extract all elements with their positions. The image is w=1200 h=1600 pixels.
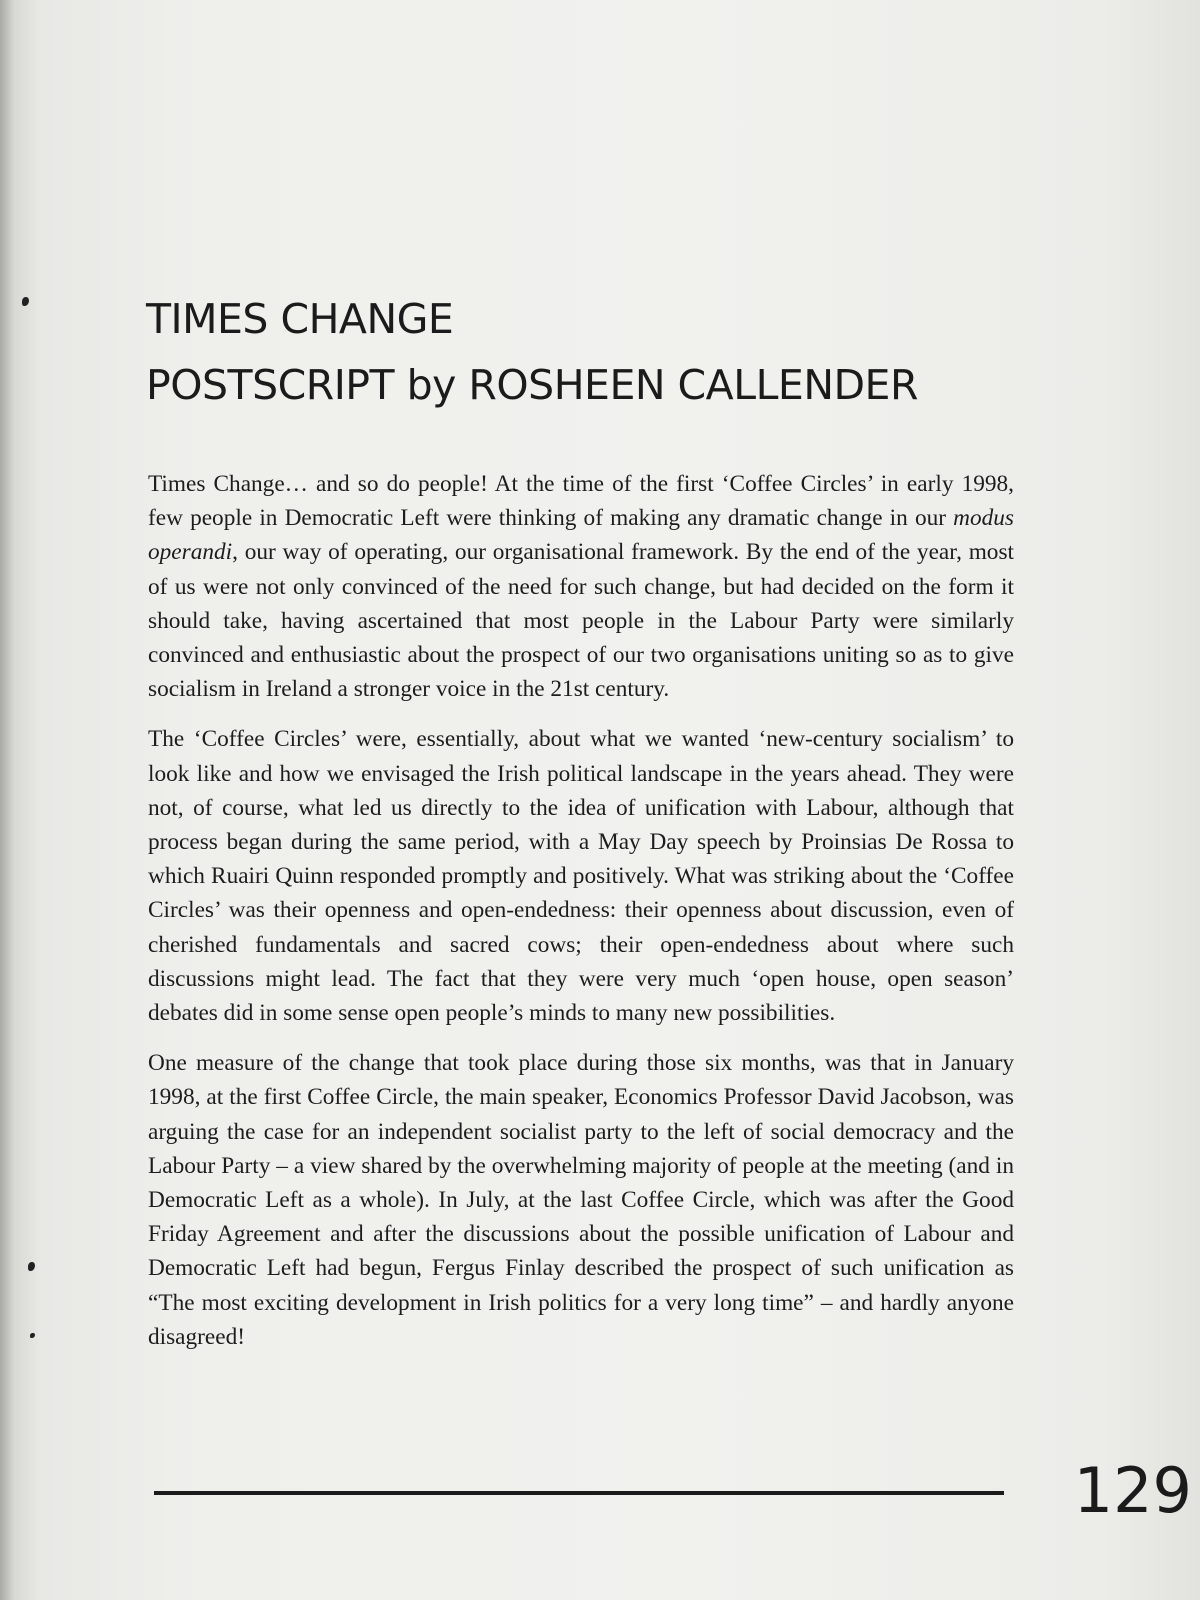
paragraph-3: One measure of the change that took place during those six months, was that in January 1998, at the first Coffee Circle, the main speaker, Economics Professor David Jacobson, was arguing the case for an independent socialist party to the left of social democracy and the Labour Party – a view shared by the overwhelming majority of people at the meeting (and in Democratic Left as a whole). In July, at the last Coffee Circle, which was after the Good Friday Agreement and after the discussions about the possible unification of Labour and Democratic Left had begun, Fergus Finlay described the prospect of such unification as “The most exciting development in Irish politics for a very long time” – and hardly anyone disagreed! [148, 1050, 1014, 1350]
title-line-1: TIMES CHANGE [146, 295, 454, 343]
paragraph-1 [148, 467, 1014, 706]
punch-mark [30, 1333, 35, 1338]
title-line-2: POSTSCRIPT by ROSHEEN CALLENDER [146, 361, 918, 409]
paragraph-1-before: Times Change… and so do people! At the time of the first ‘Coffee Circles’ in early 1998, few people in Democratic Left were thinking of making any dramatic change in our [148, 471, 1014, 532]
punch-mark [28, 1262, 35, 1271]
page-number: 129 [1073, 1454, 1192, 1527]
paragraph-2: The ‘Coffee Circles’ were, essentially, about what we wanted ‘new-century socialism’ to look like and how we envisaged the Irish political landscape in the years ahead. They were not, of course, what led us directly to the idea of unification with Labour, although that process began during the same period, with a May Day speech by Proinsias De Rossa to which Ruairi Quinn responded promptly and positively. What was striking about the ‘Coffee Circles’ was their openness and open-endedness: their openness about discussion, even of cherished fundamentals and sacred cows; their open-endedness about where such discussions might lead. The fact that they were very much ‘open house, open season’ debates did in some sense open people’s minds to many new possibilities. [148, 726, 1014, 1027]
footer-rule [154, 1491, 1004, 1495]
paragraph-1-after: , our way of operating, our organisational framework. By the end of the year, most of us were not only convinced of the need for such change, but had decided on the form it should take, having ascertained that most people in the Labour Party were similarly convinced and enthusiastic about the prospect of our two organisations uniting so as to give socialism in Ireland a stronger voice in the 21st century. [148, 539, 1014, 703]
page-binding-edge [0, 0, 14, 1600]
page-title [146, 286, 1046, 418]
punch-mark [22, 297, 29, 306]
article-body [148, 467, 1014, 1370]
paragraph-1-italic: modus operandi [148, 505, 1014, 566]
